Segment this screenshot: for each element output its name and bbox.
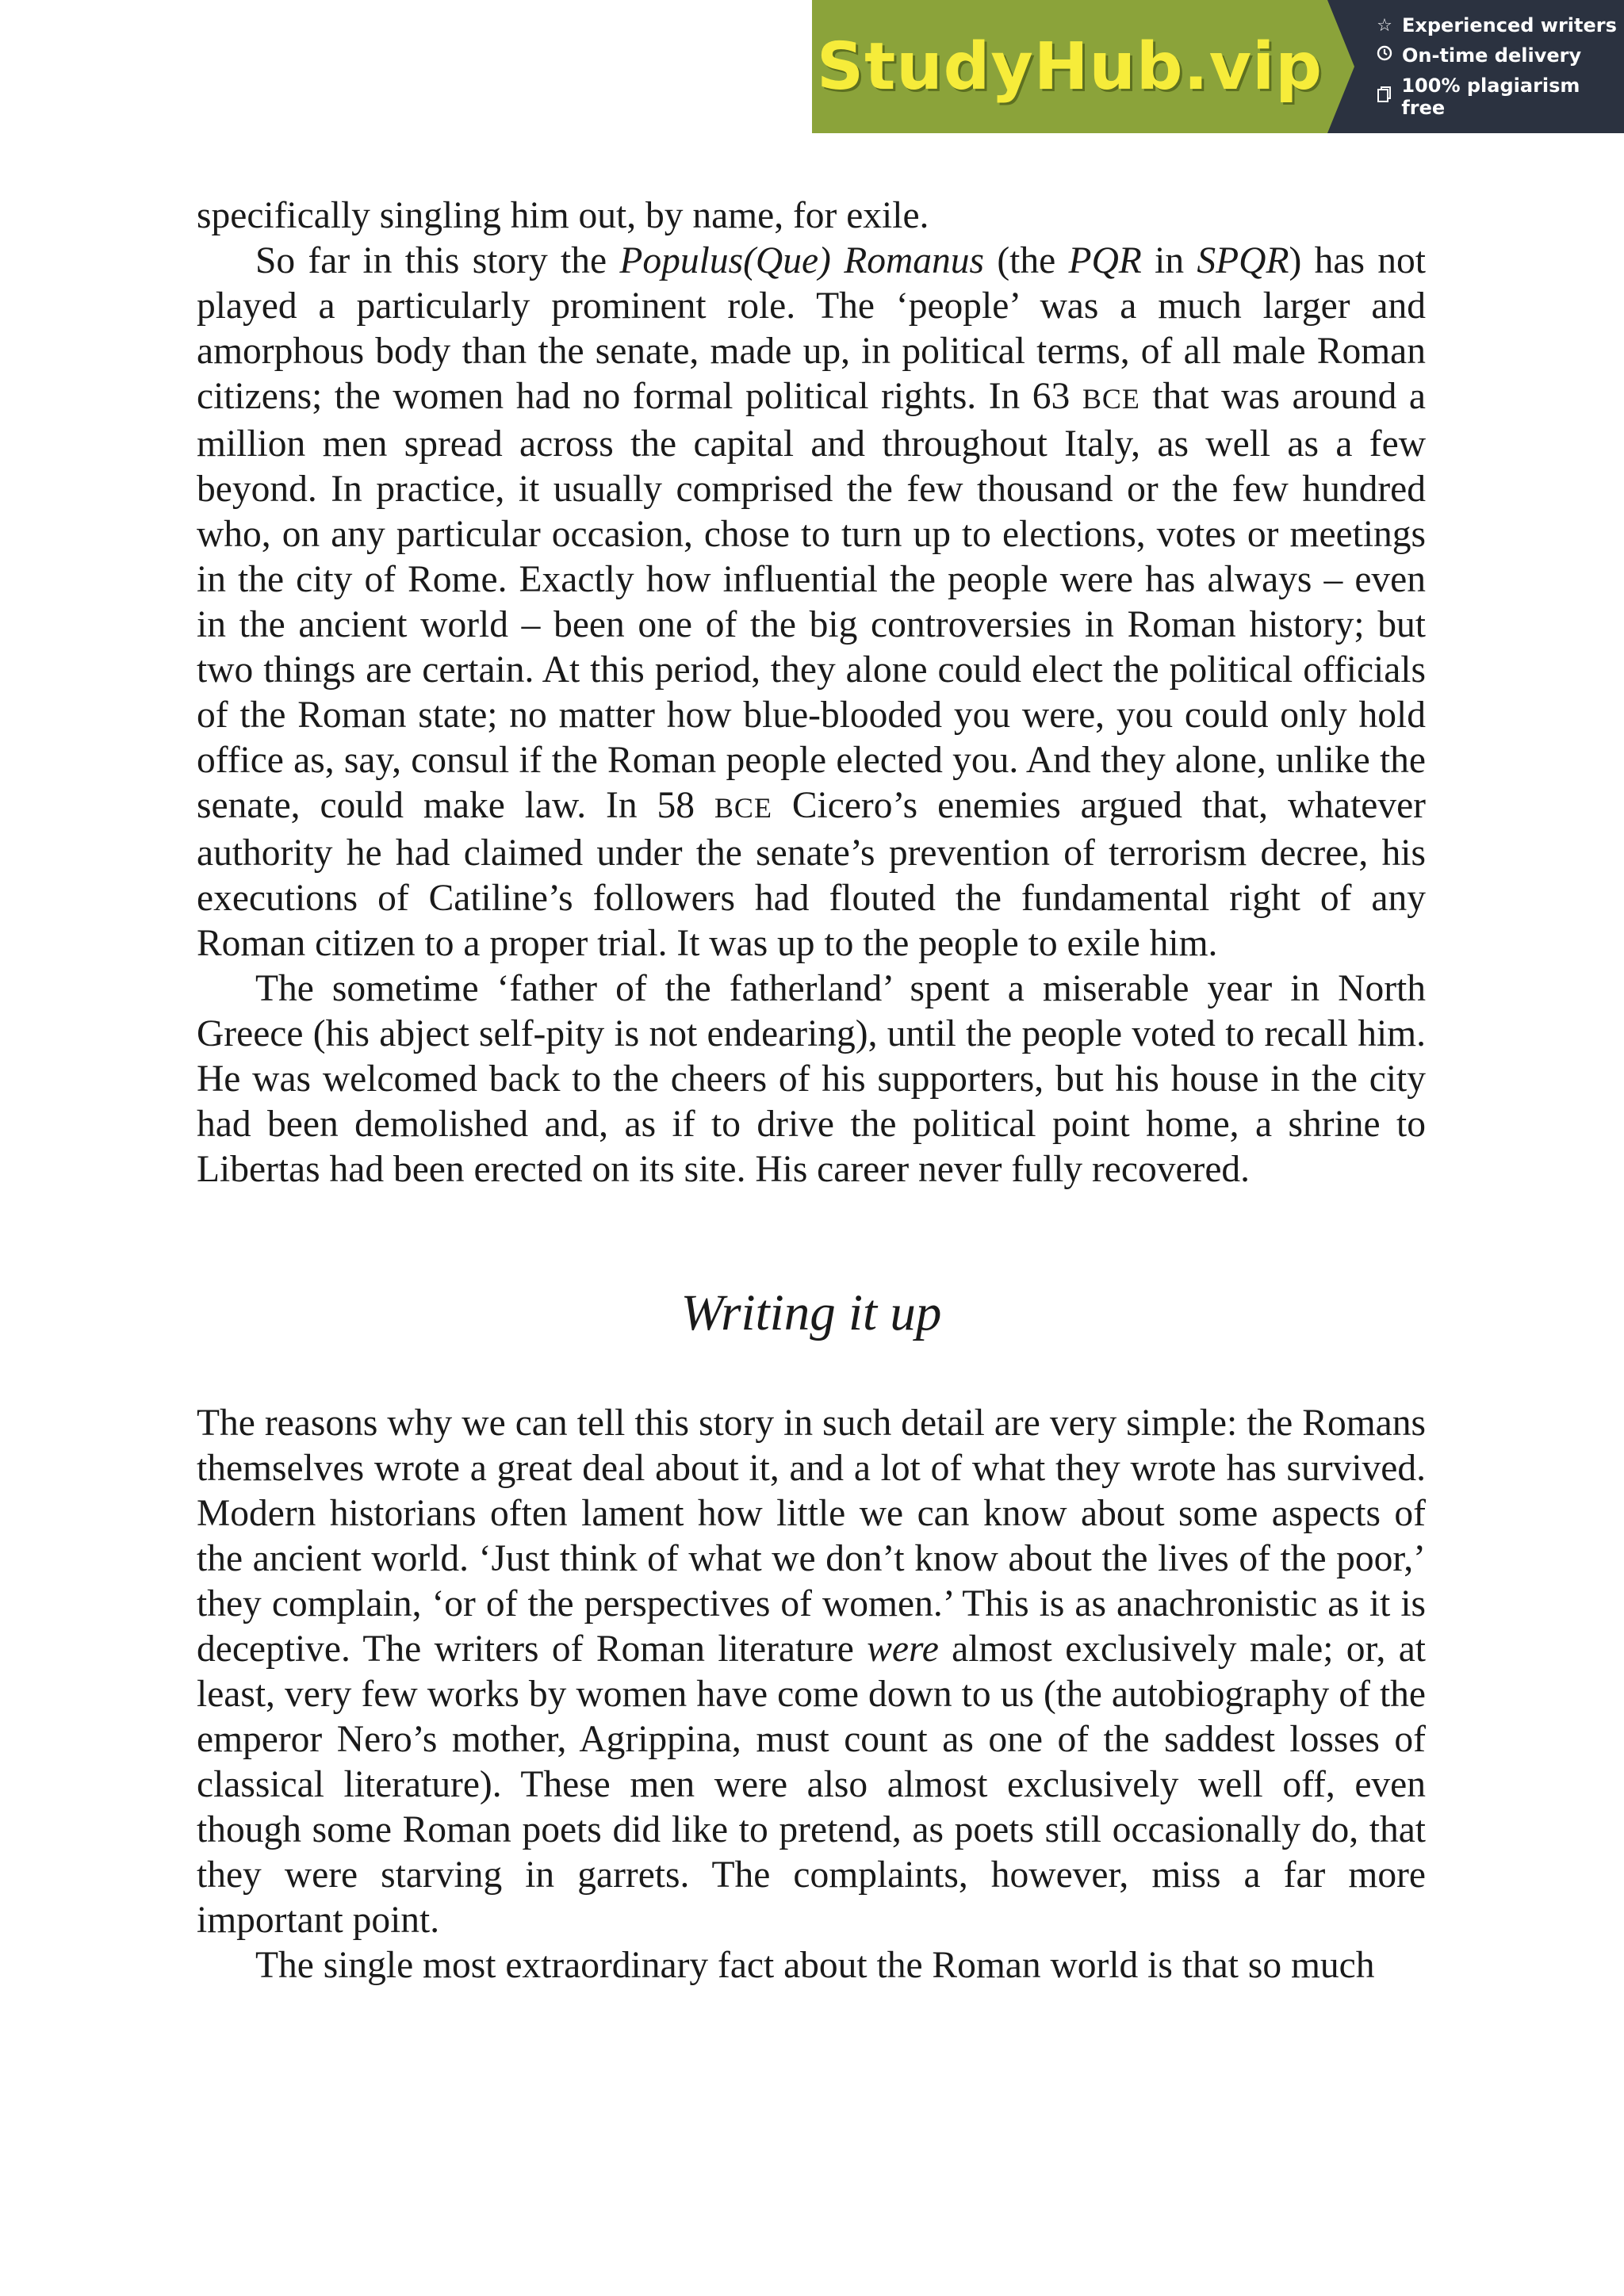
paragraph: The sometime ‘father of the fatherland’ spent a miserable year in North Greece (his abject self-pity is not endearing), until the people voted to recall him. He was welcomed back to the cheers of his supporters, but his house in the city had been demolished and, as if to drive the political point home, a shrine to Libertas had been erected on its site. His career never fully recovered. <box>197 968 1426 1190</box>
feature-label: Experienced writers <box>1402 14 1617 36</box>
era-abbreviation: BCE <box>714 792 772 824</box>
feature-item <box>1375 75 1624 119</box>
italic-term: SPQR <box>1197 240 1289 281</box>
ad-banner[interactable] <box>812 0 1624 133</box>
feature-list <box>1327 0 1624 133</box>
text-run: (the <box>984 240 1069 281</box>
brand-panel[interactable] <box>812 0 1327 133</box>
text-run: ) has not played a particularly prominent role. The ‘people’ was a much larger and amorphous body than the senate, made up, in political terms, of all male Roman citizens; the women had no formal political rights. In 63 <box>197 240 1426 417</box>
document-body <box>197 193 1426 1988</box>
star-icon: ☆ <box>1377 15 1392 36</box>
paragraph <box>197 1401 1426 1943</box>
paragraph: The single most extraordinary fact about the Roman world is that so much <box>255 1945 1375 1986</box>
paragraph: specifically singling him out, by name, for exile. <box>197 195 929 236</box>
text-run: in <box>1141 240 1197 281</box>
text-run: almost exclusively male; or, at least, very few works by women have come down to us (the autobiography of the emperor Nero’s mother, Agrippina, must count as one of the saddest losses of classical literature). These men were also almost exclusively well off, even though some Roman poets did like to pretend, as poets still occasionally do, that they were starving in garrets. The complaints, however, miss a far more important point. <box>197 1628 1426 1941</box>
text-run: The reasons why we can tell this story in such detail are very simple: the Romans themselves wrote a great deal about it, and a lot of what they wrote has survived. Modern historians often lament how little we can know about some aspects of the ancient world. ‘Just think of what we don’t know about the lives of the poor,’ they complain, ‘or of the perspectives of women.’ This is as anachronistic as it is deceptive. The writers of Roman literature <box>197 1402 1426 1670</box>
italic-term: PQR <box>1068 240 1142 281</box>
text-run: So far in this story the <box>255 240 620 281</box>
text-run: Cicero’s enemies argued that, whatever authority he had claimed under the senate’s prevention of terrorism decree, his executions of Catiline’s followers had flouted the fundamental right of any Roman citizen to a proper trial. It was up to the people to exile him. <box>197 785 1427 964</box>
italic-emphasis: were <box>867 1628 939 1670</box>
paragraph <box>197 239 1426 966</box>
section-heading: Writing it up <box>680 1284 942 1341</box>
italic-term: Populus(Que) Romanus <box>619 240 984 281</box>
era-abbreviation: BCE <box>1082 383 1140 415</box>
text-run: that was around a million men spread across the capital and throughout Italy, as well as a few beyond. In practice, it usually comprised the few thousand or the few hundred who, on any particular occasion, chose to turn up to elections, votes or meetings in the city of Rome. Exactly how influential the people were has always – even in the ancient world – been one of the big controversies in Roman history; but two things are certain. At this period, they alone could elect the political officials of the Roman state; no matter how blue-blooded you were, you could only hold office as, say, consul if the Roman people elected you. And they alone, unlike the senate, could make law. In 58 <box>197 376 1426 826</box>
clock-icon <box>1375 45 1394 66</box>
feature-item <box>1375 14 1624 36</box>
feature-item <box>1375 44 1624 67</box>
feature-label: 100% plagiarism free <box>1401 75 1580 119</box>
document-icon <box>1375 86 1393 108</box>
feature-label: On-time delivery <box>1402 44 1582 67</box>
brand-logo: StudyHub.vip <box>817 29 1323 105</box>
